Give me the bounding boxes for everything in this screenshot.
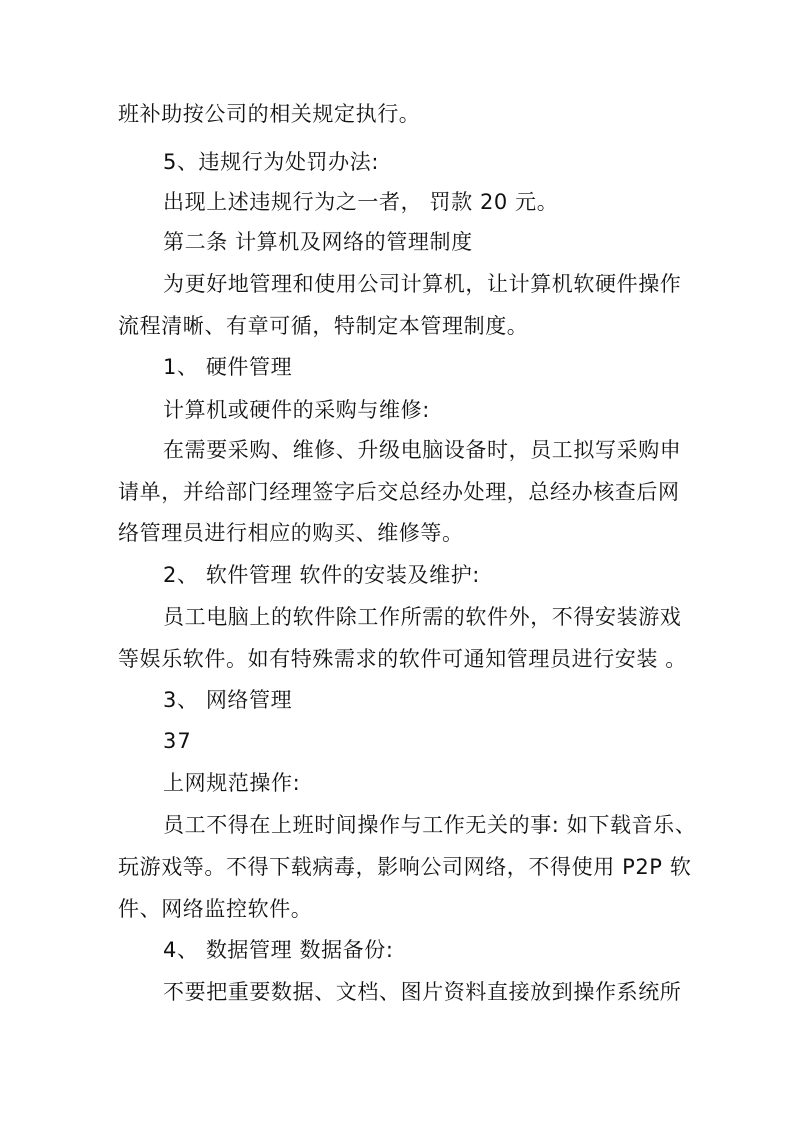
paragraph-line: 员工电脑上的软件除工作所需的软件外，不得安装游戏	[163, 605, 682, 629]
page-number: 37	[163, 729, 192, 753]
paragraph-line: 件、网络监控软件。	[118, 897, 313, 921]
section-heading: 5、违规行为处罚办法:	[163, 150, 380, 174]
paragraph-line: 不要把重要数据、文档、图片资料直接放到操作系统所	[163, 980, 682, 1004]
paragraph-line: 员工不得在上班时间操作与工作无关的事: 如下载音乐、	[163, 813, 697, 837]
paragraph-line: 请单，并给部门经理签字后交总经办处理，总经办核查后网	[118, 480, 680, 504]
paragraph-line: 出现上述违规行为之一者， 罚款 20 元。	[163, 190, 559, 214]
section-heading: 2、 软件管理 软件的安装及维护:	[163, 563, 480, 587]
paragraph-line: 流程清晰、有章可循，特制定本管理制度。	[118, 314, 529, 338]
paragraph-line: 在需要采购、维修、升级电脑设备时，员工拟写采购申	[163, 438, 682, 462]
paragraph-line: 等娱乐软件。如有特殊需求的软件可通知管理员进行安装 。	[118, 647, 687, 671]
paragraph-line: 计算机或硬件的采购与维修:	[163, 398, 430, 422]
paragraph-line: 班补助按公司的相关规定执行。	[118, 102, 421, 126]
paragraph-line: 上网规范操作:	[163, 771, 301, 795]
article-heading: 第二条 计算机及网络的管理制度	[163, 230, 473, 254]
paragraph-line: 玩游戏等。不得下载病毒，影响公司网络，不得使用 P2P 软	[118, 855, 692, 879]
paragraph-line: 为更好地管理和使用公司计算机，让计算机软硬件操作	[163, 272, 682, 296]
paragraph-line: 络管理员进行相应的购买、维修等。	[118, 521, 464, 545]
section-heading: 3、 网络管理	[163, 688, 293, 712]
section-heading: 4、 数据管理 数据备份:	[163, 938, 394, 962]
section-heading: 1、 硬件管理	[163, 355, 293, 379]
